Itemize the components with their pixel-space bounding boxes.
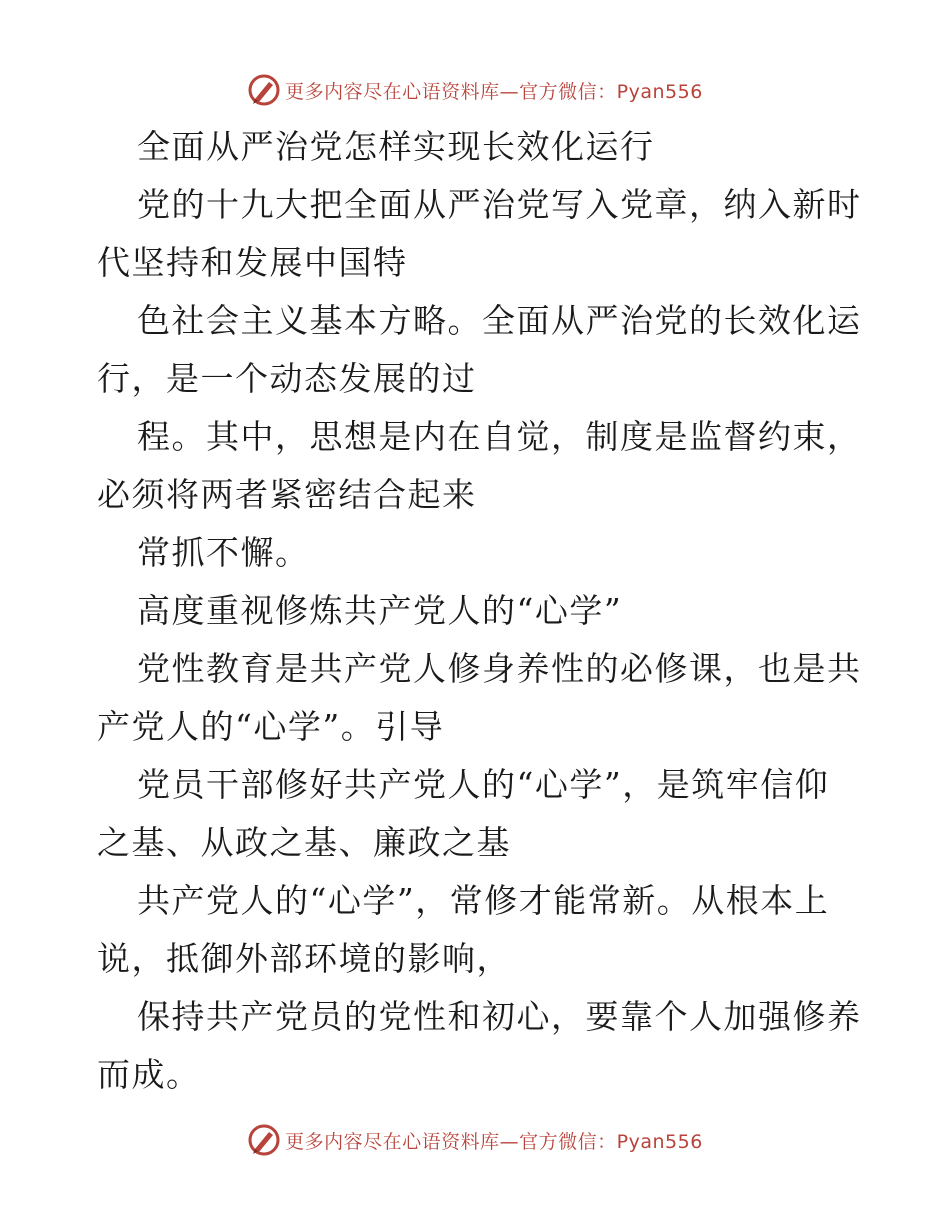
paragraph-line: 党员干部修好共产党人的“心学”，是筑牢信仰 (137, 765, 830, 804)
header-banner (0, 70, 950, 110)
paragraph-line: 党的十九大把全面从严治党写入党章，纳入新时 (137, 185, 862, 224)
pen-logo-icon (247, 73, 281, 107)
paragraph-line: 产党人的“心学”。引导 (97, 707, 445, 746)
paragraph-line: 色社会主义基本方略。全面从严治党的长效化运 (137, 301, 862, 340)
section-heading: 高度重视修炼共产党人的“心学” (137, 591, 623, 630)
paragraph-line: 党性教育是共产党人修身养性的必修课，也是共 (137, 649, 862, 688)
paragraph-line: 必须将两者紧密结合起来 (97, 475, 477, 514)
paragraph-line: 共产党人的“心学”，常修才能常新。从根本上 (137, 881, 830, 920)
footer-banner (0, 1120, 950, 1160)
document-body (97, 118, 862, 1104)
paragraph-line: 之基、从政之基、廉政之基 (97, 823, 511, 862)
pen-logo-icon (247, 1123, 281, 1157)
paragraph-line: 程。其中，思想是内在自觉，制度是监督约束， (137, 417, 862, 456)
paragraph-line: 代坚持和发展中国特 (97, 243, 408, 282)
paragraph-line: 行，是一个动态发展的过 (97, 359, 477, 398)
paragraph-line: 而成。 (97, 1055, 201, 1094)
paragraph-line: 常抓不懈。 (137, 533, 310, 572)
paragraph-line: 说，抵御外部环境的影响， (97, 939, 511, 978)
paragraph-line: 保持共产党员的党性和初心，要靠个人加强修养 (137, 997, 862, 1036)
document-title: 全面从严治党怎样实现长效化运行 (137, 127, 655, 166)
header-banner-text: 更多内容尽在心语资料库—官方微信：Pyan556 (285, 80, 703, 103)
footer-banner-text: 更多内容尽在心语资料库—官方微信：Pyan556 (285, 1130, 703, 1153)
